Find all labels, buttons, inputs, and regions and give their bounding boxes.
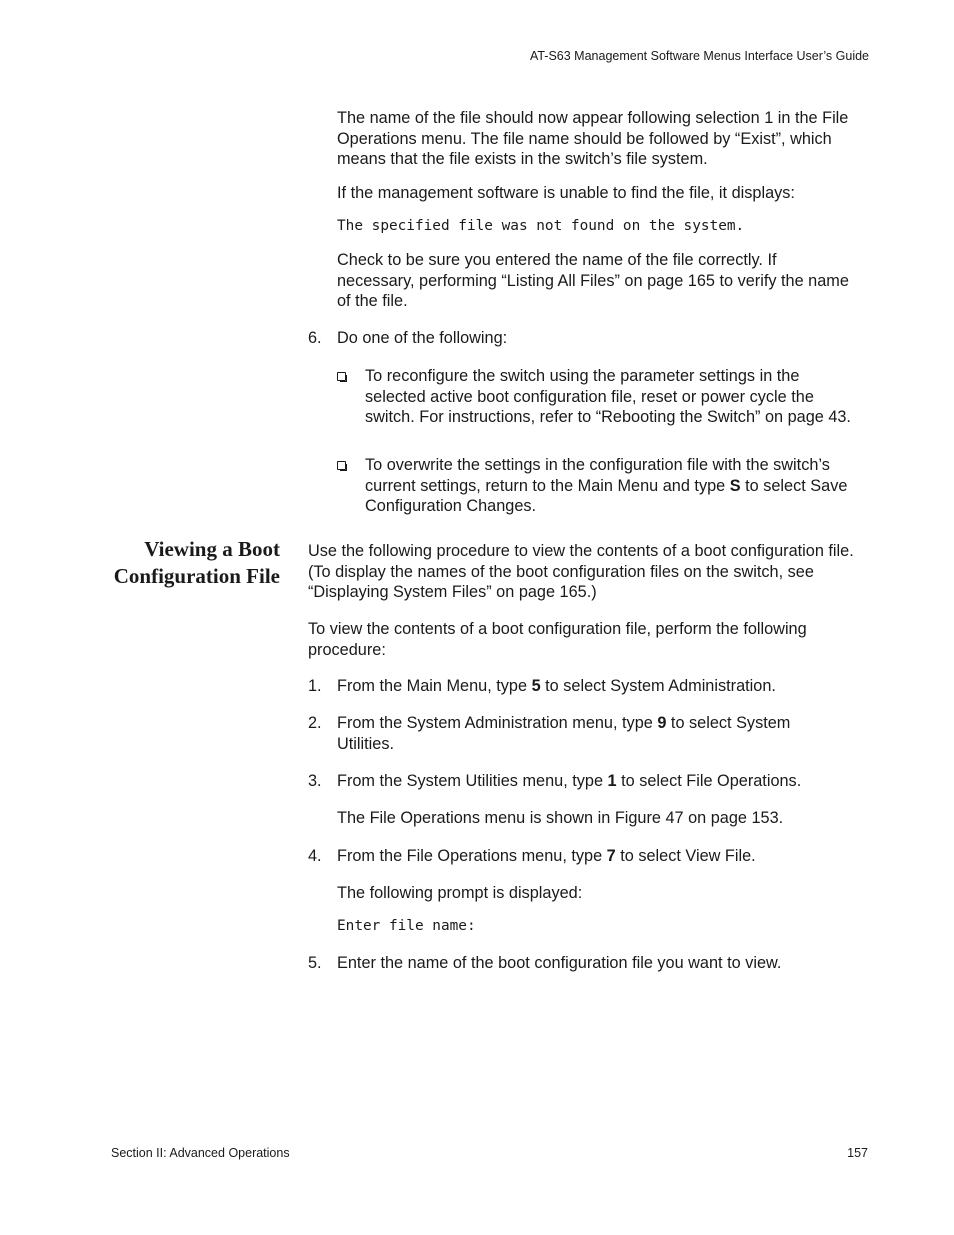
step-2-number: 2.	[308, 714, 322, 732]
section-paragraph-2: To view the contents of a boot configuration file, perform the following procedure:	[308, 620, 807, 659]
code-enter-file-name: Enter file name:	[337, 918, 476, 934]
running-header: AT-S63 Management Software Menus Interface User’s Guide	[529, 49, 869, 63]
page-number: 157	[847, 1146, 868, 1160]
step-3-note: The File Operations menu is shown in Figure 47 on page 153.	[337, 809, 784, 827]
step-4-number: 4.	[308, 847, 322, 865]
checkbox-bullet-icon	[337, 372, 346, 381]
step-3-number: 3.	[308, 772, 322, 790]
footer-section-label: Section II: Advanced Operations	[111, 1146, 290, 1160]
step-2-text: From the System Administration menu, type 9 to select System Utilities.	[337, 714, 791, 753]
checkbox-bullet-icon	[337, 461, 346, 470]
intro-paragraph-3: Check to be sure you entered the name of the file correctly. If necessary, performing “Listing All Files” on page 165 to verify the name of the file.	[337, 251, 849, 310]
step-3-text: From the System Utilities menu, type 1 to select File Operations.	[337, 772, 802, 790]
step-4-note: The following prompt is displayed:	[337, 884, 583, 902]
section-heading: Viewing a Boot Configuration File	[113, 537, 280, 588]
step-6-number: 6.	[308, 329, 322, 347]
intro-paragraph-2: If the management software is unable to find the file, it displays:	[337, 184, 795, 202]
step-6-bullet-1: To reconfigure the switch using the parameter settings in the selected active boot configuration file, reset or power cycle the switch. For instructions, refer to “Rebooting the Switch” on page 43.	[365, 367, 851, 426]
step-5-number: 5.	[308, 954, 322, 972]
intro-paragraph-1: The name of the file should now appear following selection 1 in the File Operations menu. The file name should be followed by “Exist”, which means that the file exists in the switch’s file system.	[337, 109, 849, 168]
step-5-text: Enter the name of the boot configuration file you want to view.	[337, 954, 782, 972]
step-1-number: 1.	[308, 677, 322, 695]
step-6-text: Do one of the following:	[337, 329, 508, 347]
step-1-text: From the Main Menu, type 5 to select System Administration.	[337, 677, 776, 695]
section-paragraph-1: Use the following procedure to view the contents of a boot configuration file. (To display the names of the boot configuration files on the switch, see “Displaying System Files” on page 165.)	[308, 542, 854, 601]
step-4-text: From the File Operations menu, type 7 to select View File.	[337, 847, 756, 865]
step-6-bullet-2: To overwrite the settings in the configuration file with the switch’s current settings, return to the Main Menu and type S to select Save Configuration Changes.	[365, 456, 848, 515]
code-not-found-message: The specified file was not found on the system.	[337, 218, 745, 234]
